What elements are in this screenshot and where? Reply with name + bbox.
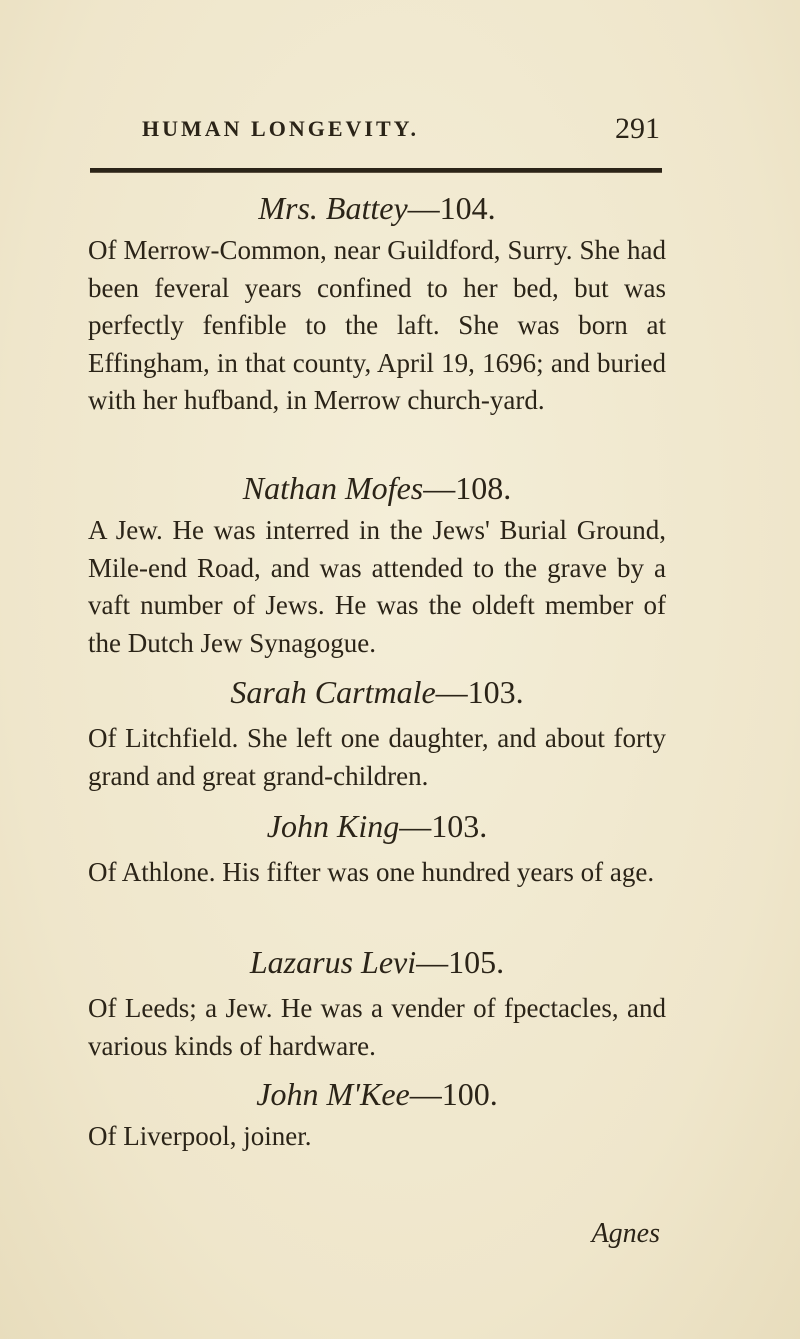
entry-name: Lazarus Levi — [249, 944, 417, 980]
entry-name: John King — [266, 808, 400, 844]
entry-heading — [88, 806, 666, 846]
entry-mofes — [88, 468, 666, 662]
entry-mkee — [88, 1074, 666, 1156]
entry-battey — [88, 188, 666, 420]
entry-heading — [88, 468, 666, 508]
entry-age: —103. — [399, 808, 488, 844]
catchword: Agnes — [591, 1218, 660, 1249]
entry-age: —108. — [423, 470, 512, 506]
entry-name: John M'Kee — [256, 1076, 410, 1112]
entry-text: Of Athlone. His fifter was one hundred years of age. — [88, 857, 655, 887]
entry-levi — [88, 942, 666, 1065]
page-number: 291 — [615, 112, 660, 145]
entry-text: A Jew. He was interred in the Jews' Burial Ground, Mile-end Road, and was attended to the grave by a vaft number of Jews. He was the oldeft member of the Dutch Jew Synagogue. — [88, 515, 666, 658]
entry-text: Of Liverpool, joiner. — [88, 1121, 312, 1151]
entry-king — [88, 806, 666, 892]
entry-text: Of Litchfield. She left one daughter, and about forty grand and great grand-children. — [88, 723, 666, 791]
entry-name: Nathan Mofes — [242, 470, 424, 506]
entry-heading — [88, 188, 666, 228]
entry-cartmale — [88, 672, 666, 795]
entry-heading — [88, 942, 666, 982]
entry-text: Of Merrow-Common, near Guildford, Surry. She had been feveral years confined to her bed, but was perfectly fenfible to the laft. She was born at Effingham, in that county, April 19, 1696; and buried with her hufband, in Merrow church-yard. — [88, 235, 666, 415]
page-header — [142, 112, 660, 150]
entry-name: Sarah Cartmale — [230, 674, 436, 710]
entry-text: Of Leeds; a Jew. He was a vender of fpectacles, and various kinds of hardware. — [88, 993, 666, 1061]
header-rule — [90, 168, 662, 173]
entry-heading — [88, 672, 666, 712]
entry-age: —100. — [409, 1076, 498, 1112]
running-head: HUMAN LONGEVITY. — [142, 116, 419, 141]
entry-heading — [88, 1074, 666, 1114]
entry-name: Mrs. Battey — [258, 190, 408, 226]
entry-age: —103. — [435, 674, 524, 710]
entry-age: —105. — [416, 944, 505, 980]
entry-age: —104. — [407, 190, 496, 226]
